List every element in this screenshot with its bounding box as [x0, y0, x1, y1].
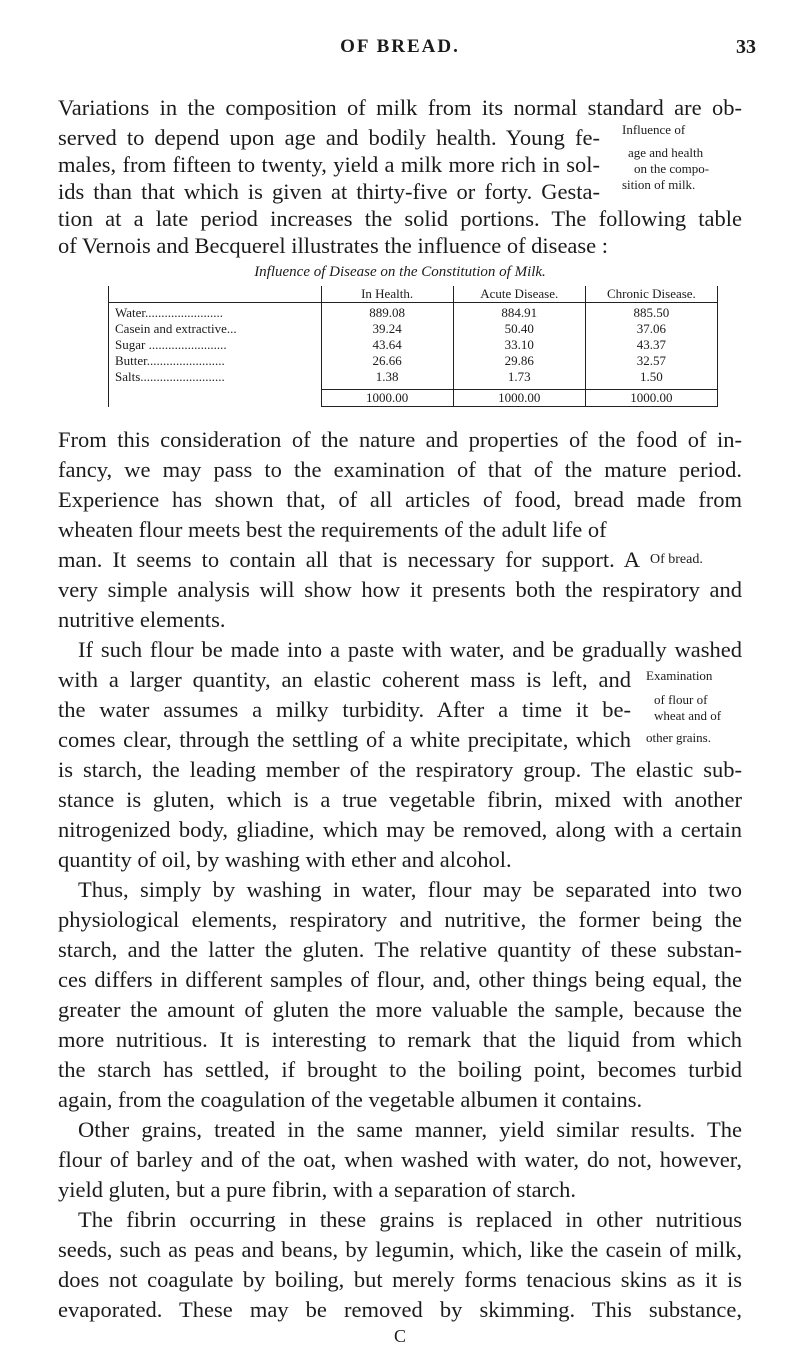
text-line: greater the amount of gluten the more valuable the sample, because the [58, 997, 742, 1022]
text-line: flour of barley and of the oat, when washed with water, do not, however, [58, 1147, 742, 1172]
text-line: quantity of oil, by washing with ether and alcohol. [58, 847, 512, 872]
table-row [109, 303, 718, 322]
column-header: Acute Disease. [453, 286, 585, 303]
text-line: yield gluten, but a pure fibrin, with a separation of starch. [58, 1177, 576, 1202]
table-cell: 26.66 [321, 353, 453, 369]
text-line: nitrogenized body, gliadine, which may be removed, along with a certain [58, 817, 742, 842]
text-line: ces differs in different samples of flour, and, other things being equal, the [58, 967, 742, 992]
text-line: wheaten flour meets best the requirements of the adult life of [58, 517, 607, 542]
text-line: stance is gluten, which is a true vegetable fibrin, mixed with another [58, 787, 742, 812]
signature-mark: C [393, 1326, 406, 1346]
table-cell: 1.73 [453, 369, 585, 390]
margin-note: of flour of [654, 692, 708, 707]
running-title: OF BREAD. [340, 36, 460, 57]
text-line: Other grains, treated in the same manner, yield similar results. The [78, 1117, 742, 1142]
margin-note: Of bread. [650, 552, 703, 567]
row-label: Casein and extractive... [109, 321, 322, 337]
text-line: the water assumes a milky turbidity. After a time it be- [58, 697, 631, 722]
row-label: Sugar ........................ [109, 337, 322, 353]
text-line: starch, and the latter the gluten. The relative quantity of these substan- [58, 937, 742, 962]
margin-note: Examination [646, 668, 713, 683]
text-line: more nutritious. It is interesting to remark that the liquid from which [58, 1027, 742, 1052]
table-row [109, 369, 718, 390]
text-line: of Vernois and Becquerel illustrates the influence of disease : [58, 233, 609, 258]
totals-label-cell [109, 390, 322, 407]
margin-note: age and health [628, 145, 704, 160]
total-cell: 1000.00 [585, 390, 717, 407]
text-line: seeds, such as peas and beans, by legumin, which, like the casein of milk, [58, 1237, 742, 1262]
table-cell: 43.37 [585, 337, 717, 353]
text-line: The fibrin occurring in these grains is replaced in other nutritious [78, 1207, 742, 1232]
column-header: Chronic Disease. [585, 286, 717, 303]
table-row [109, 337, 718, 353]
running-header [0, 36, 800, 60]
margin-note: other grains. [646, 730, 711, 745]
table-caption: Influence of Disease on the Constitution of Milk. [254, 264, 546, 280]
table-cell: 889.08 [321, 303, 453, 322]
text-line: with a larger quantity, an elastic coherent mass is left, and [58, 667, 631, 692]
table-cell: 885.50 [585, 303, 717, 322]
row-label: Water........................ [109, 303, 322, 322]
table-corner-cell [109, 286, 322, 303]
margin-note: on the compo- [634, 161, 710, 176]
row-label: Salts.......................... [109, 369, 322, 390]
margin-note: wheat and of [654, 708, 722, 723]
text-line: comes clear, through the settling of a white precipitate, which [58, 727, 631, 752]
text-line: does not coagulate by boiling, but merely forms tenacious skins as it is [58, 1267, 742, 1292]
table-cell: 32.57 [585, 353, 717, 369]
column-header: In Health. [321, 286, 453, 303]
text-line: tion at a late period increases the solid portions. The following table [58, 206, 742, 231]
table-row [109, 321, 718, 337]
table-cell: 37.06 [585, 321, 717, 337]
text-line: again, from the coagulation of the vegetable albumen it contains. [58, 1087, 643, 1112]
text-line: is starch, the leading member of the respiratory group. The elastic sub- [58, 757, 742, 782]
table-header-row [109, 286, 718, 303]
table-cell: 50.40 [453, 321, 585, 337]
text-line: Experience has shown that, of all articles of food, bread made from [58, 487, 742, 512]
row-label: Butter........................ [109, 353, 322, 369]
table-cell: 29.86 [453, 353, 585, 369]
table-cell: 884.91 [453, 303, 585, 322]
margin-note: Influence of [622, 122, 686, 137]
table-totals-row [109, 390, 718, 407]
table-row [109, 353, 718, 369]
text-line: man. It seems to contain all that is necessary for support. A [58, 547, 640, 572]
table-cell: 1.38 [321, 369, 453, 390]
table-cell: 33.10 [453, 337, 585, 353]
text-line: served to depend upon age and bodily health. Young fe- [58, 125, 600, 150]
table-cell: 1.50 [585, 369, 717, 390]
text-line: From this consideration of the nature and properties of the food of in- [58, 427, 742, 452]
text-line: Variations in the composition of milk from its normal standard are ob- [58, 95, 742, 120]
text-line: evaporated. These may be removed by skimming. This substance, [58, 1297, 742, 1322]
table-cell: 39.24 [321, 321, 453, 337]
text-line: very simple analysis will show how it presents both the respiratory and [58, 577, 742, 602]
text-line: physiological elements, respiratory and nutritive, the former being the [58, 907, 742, 932]
milk-composition-table [108, 286, 718, 407]
table-cell: 43.64 [321, 337, 453, 353]
total-cell: 1000.00 [453, 390, 585, 407]
page-number: 33 [736, 36, 756, 58]
text-line: Thus, simply by washing in water, flour may be separated into two [78, 877, 742, 902]
text-line: males, from fifteen to twenty, yield a milk more rich in sol- [58, 152, 600, 177]
text-line: If such flour be made into a paste with water, and be gradually washed [78, 637, 742, 662]
margin-note: sition of milk. [622, 177, 696, 192]
text-line: the starch has settled, if brought to the boiling point, becomes turbid [58, 1057, 742, 1082]
text-line: fancy, we may pass to the examination of that of the mature period. [58, 457, 742, 482]
total-cell: 1000.00 [321, 390, 453, 407]
text-line: ids than that which is given at thirty-five or forty. Gesta- [58, 179, 600, 204]
text-line: nutritive elements. [58, 607, 226, 632]
